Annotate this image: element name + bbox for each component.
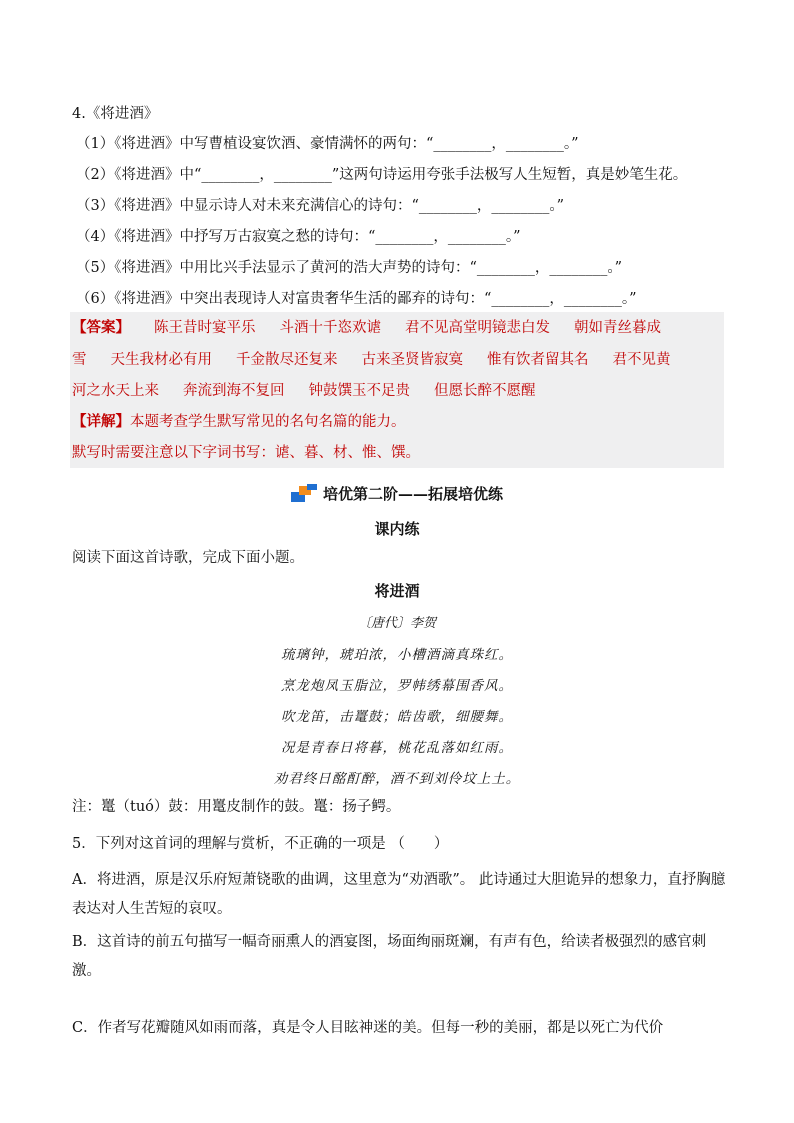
poem-line: 况是青春日将暮，桃花乱落如红雨。	[281, 740, 513, 756]
answer-item: 天生我材必有用	[110, 352, 212, 368]
answer-item: 钟鼓馔玉不足贵	[308, 383, 410, 399]
detail-text: 本题考查学生默写常见的名句名篇的能力。	[130, 414, 406, 430]
answer-item: 君不见黄	[612, 352, 671, 368]
q4-item-2: （2）《将进酒》中“________，________”这两句诗运用夸张手法极写人生短暂，真是妙笔生花。	[76, 167, 688, 183]
poem-note: 注：鼍（tuó）鼓：用鼍皮制作的鼓。鼍：扬子鳄。	[72, 799, 401, 815]
answer-item: 雪	[72, 352, 87, 368]
answer-item: 古来圣贤皆寂寞	[361, 352, 463, 368]
section-badge-icon	[291, 484, 317, 502]
answer-item: 朝如青丝暮成	[574, 320, 661, 336]
q4-item-6: （6）《将进酒》中突出表现诗人对富贵奢华生活的鄙弃的诗句：“________，________。”	[76, 291, 637, 307]
q4-item-1: （1）《将进酒》中写曹植设宴饮酒、豪情满怀的两句：“________，________。”	[76, 136, 579, 152]
answer-item: 君不见高堂明镜悲白发	[405, 320, 550, 336]
answer-item: 惟有饮者留其名	[487, 352, 589, 368]
q4-item-3: （3）《将进酒》中显示诗人对未来充满信心的诗句：“________，________。”	[76, 198, 565, 214]
q5-option-b: B．这首诗的前五句描写一幅奇丽熏人的酒宴图，场面绚丽斑斓，有声有色，给读者极强烈的感官刺激。	[72, 934, 707, 979]
section-title-text: 培优第二阶——拓展培优练	[322, 485, 503, 503]
q4-heading: 4.《将进酒》	[72, 106, 159, 122]
q4-item-5: （5）《将进酒》中用比兴手法显示了黄河的浩大声势的诗句：“________，________。”	[76, 260, 623, 276]
detail-line-1	[72, 412, 406, 432]
answer-item: 但愿长醉不愿醒	[434, 383, 536, 399]
section-intro: 阅读下面这首诗歌，完成下面小题。	[72, 550, 304, 566]
answer-item: 斗酒十千恣欢谑	[279, 320, 381, 336]
answer-line-1	[72, 318, 661, 338]
poem-title: 将进酒	[374, 582, 420, 600]
detail-line-2: 默写时需要注意以下字词书写：谑、暮、材、惟、馔。	[72, 445, 420, 461]
q5-option-a: A．将进酒，原是汉乐府短萧铙歌的曲调，这里意为“劝酒歌”。 此诗通过大胆诡异的想象力，直抒胸臆表达对人生苦短的哀叹。	[72, 872, 726, 917]
poem-line: 吹龙笛，击鼍鼓；皓齿歌，细腰舞。	[281, 709, 513, 725]
answer-item: 奔流到海不复回	[183, 383, 285, 399]
section-title	[0, 484, 794, 504]
answer-item: 陈王昔时宴平乐	[154, 320, 256, 336]
answer-item: 千金散尽还复来	[236, 352, 338, 368]
poem-author: 〔唐代〕李贺	[357, 616, 436, 631]
answer-item: 河之水天上来	[72, 383, 159, 399]
answer-line-2	[72, 350, 671, 370]
q4-item-4: （4）《将进酒》中抒写万古寂寞之愁的诗句：“________，________。”	[76, 229, 521, 245]
poem-line: 劝君终日酩酊醉，酒不到刘伶坟上土。	[273, 771, 521, 787]
q5-stem: 5．下列对这首词的理解与赏析，不正确的一项是 （ ）	[72, 836, 449, 852]
poem-line: 烹龙炮凤玉脂泣，罗帏绣幕围香风。	[281, 678, 513, 694]
answer-line-3	[72, 381, 536, 401]
answer-tag: 【答案】	[72, 319, 130, 336]
q5-option-c: C．作者写花瓣随风如雨而落，真是令人目眩神迷的美。但每一秒的美丽，都是以死亡为代价	[72, 1020, 664, 1036]
detail-tag: 【详解】	[72, 413, 130, 430]
poem-line: 琉璃钟，琥珀浓，小槽酒滴真珠红。	[281, 647, 513, 663]
section-subtitle: 课内练	[374, 520, 420, 538]
